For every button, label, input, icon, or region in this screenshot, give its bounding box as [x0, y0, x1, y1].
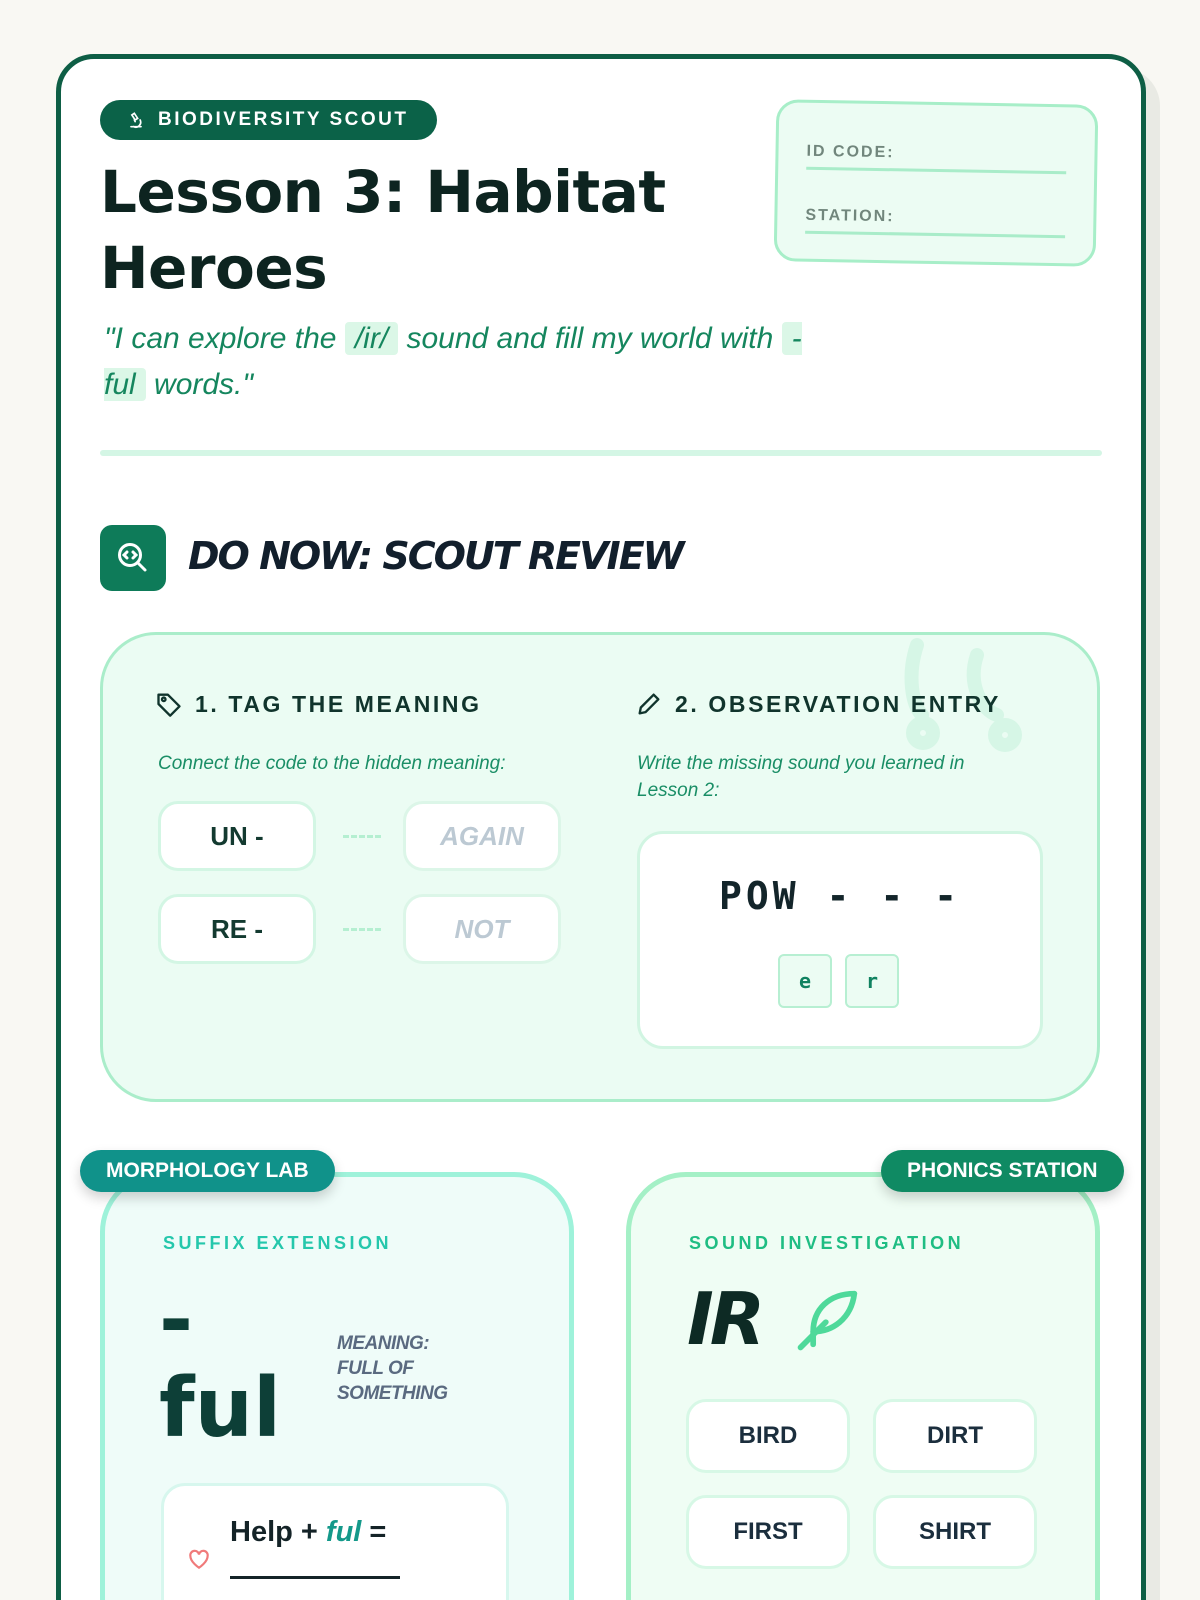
word-card-first[interactable]: FIRST [686, 1495, 850, 1569]
heart-icon [186, 1546, 212, 1572]
sound-kicker: SOUND INVESTIGATION [689, 1233, 965, 1253]
tag-meaning-heading: 1. TAG THE MEANING [155, 690, 482, 718]
learning-objective: "I can explore the /ir/ sound and fill my world with -ful words." [104, 322, 802, 401]
id-code-field[interactable]: ID CODE: [806, 143, 1066, 175]
tag-icon [155, 690, 183, 718]
station-field[interactable]: STATION: [805, 207, 1065, 239]
microscope-icon [126, 110, 146, 130]
word-card-dirt[interactable]: DIRT [873, 1399, 1037, 1473]
phonics-card [626, 1172, 1100, 1600]
sound-highlight: /ir/ [345, 322, 398, 355]
page-title: Lesson 3: Habitat Heroes [100, 158, 666, 302]
feather-icon [791, 1281, 867, 1357]
magnifier-icon [115, 540, 151, 576]
suffix-meaning: MEANING: FULL OF SOMETHING [337, 1333, 448, 1404]
word-card-shirt[interactable]: SHIRT [873, 1495, 1037, 1569]
badge-label: BIODIVERSITY SCOUT [158, 109, 409, 130]
sound-display: IR [687, 1277, 762, 1361]
do-now-icon-box [100, 525, 166, 591]
program-badge [100, 100, 437, 140]
section-title: DO NOW: SCOUT REVIEW [188, 534, 683, 578]
connector-line [343, 835, 381, 838]
meaning-not[interactable]: NOT [403, 894, 561, 964]
suffix-kicker: SUFFIX EXTENSION [163, 1233, 393, 1253]
suffix-display: -ful [159, 1273, 282, 1456]
answer-blank[interactable] [230, 1576, 400, 1579]
id-card [774, 99, 1099, 267]
morphology-tag: MORPHOLOGY LAB [80, 1150, 335, 1192]
prefix-un[interactable]: UN - [158, 801, 316, 871]
word-card-bird[interactable]: BIRD [686, 1399, 850, 1473]
suffix-highlight: -ful [104, 322, 802, 401]
meaning-again[interactable]: AGAIN [403, 801, 561, 871]
pencil-icon [635, 690, 663, 718]
prefix-re[interactable]: RE - [158, 894, 316, 964]
observation-instruction: Write the missing sound you learned in Lesson 2: [637, 753, 965, 801]
letter-tile-e[interactable]: e [778, 954, 832, 1008]
morphology-card [100, 1172, 574, 1600]
missing-sound-word: POW - - - [719, 874, 961, 918]
scout-review-panel [100, 632, 1100, 1102]
divider [100, 450, 1102, 456]
equation-text: Help + ful = [230, 1516, 387, 1548]
equation-box [161, 1483, 509, 1600]
letter-tile-r[interactable]: r [845, 954, 899, 1008]
connector-line [343, 928, 381, 931]
tag-meaning-instruction: Connect the code to the hidden meaning: [158, 753, 506, 774]
observation-heading: 2. OBSERVATION ENTRY [635, 690, 1001, 718]
phonics-tag: PHONICS STATION [881, 1150, 1124, 1192]
observation-box [637, 831, 1043, 1049]
